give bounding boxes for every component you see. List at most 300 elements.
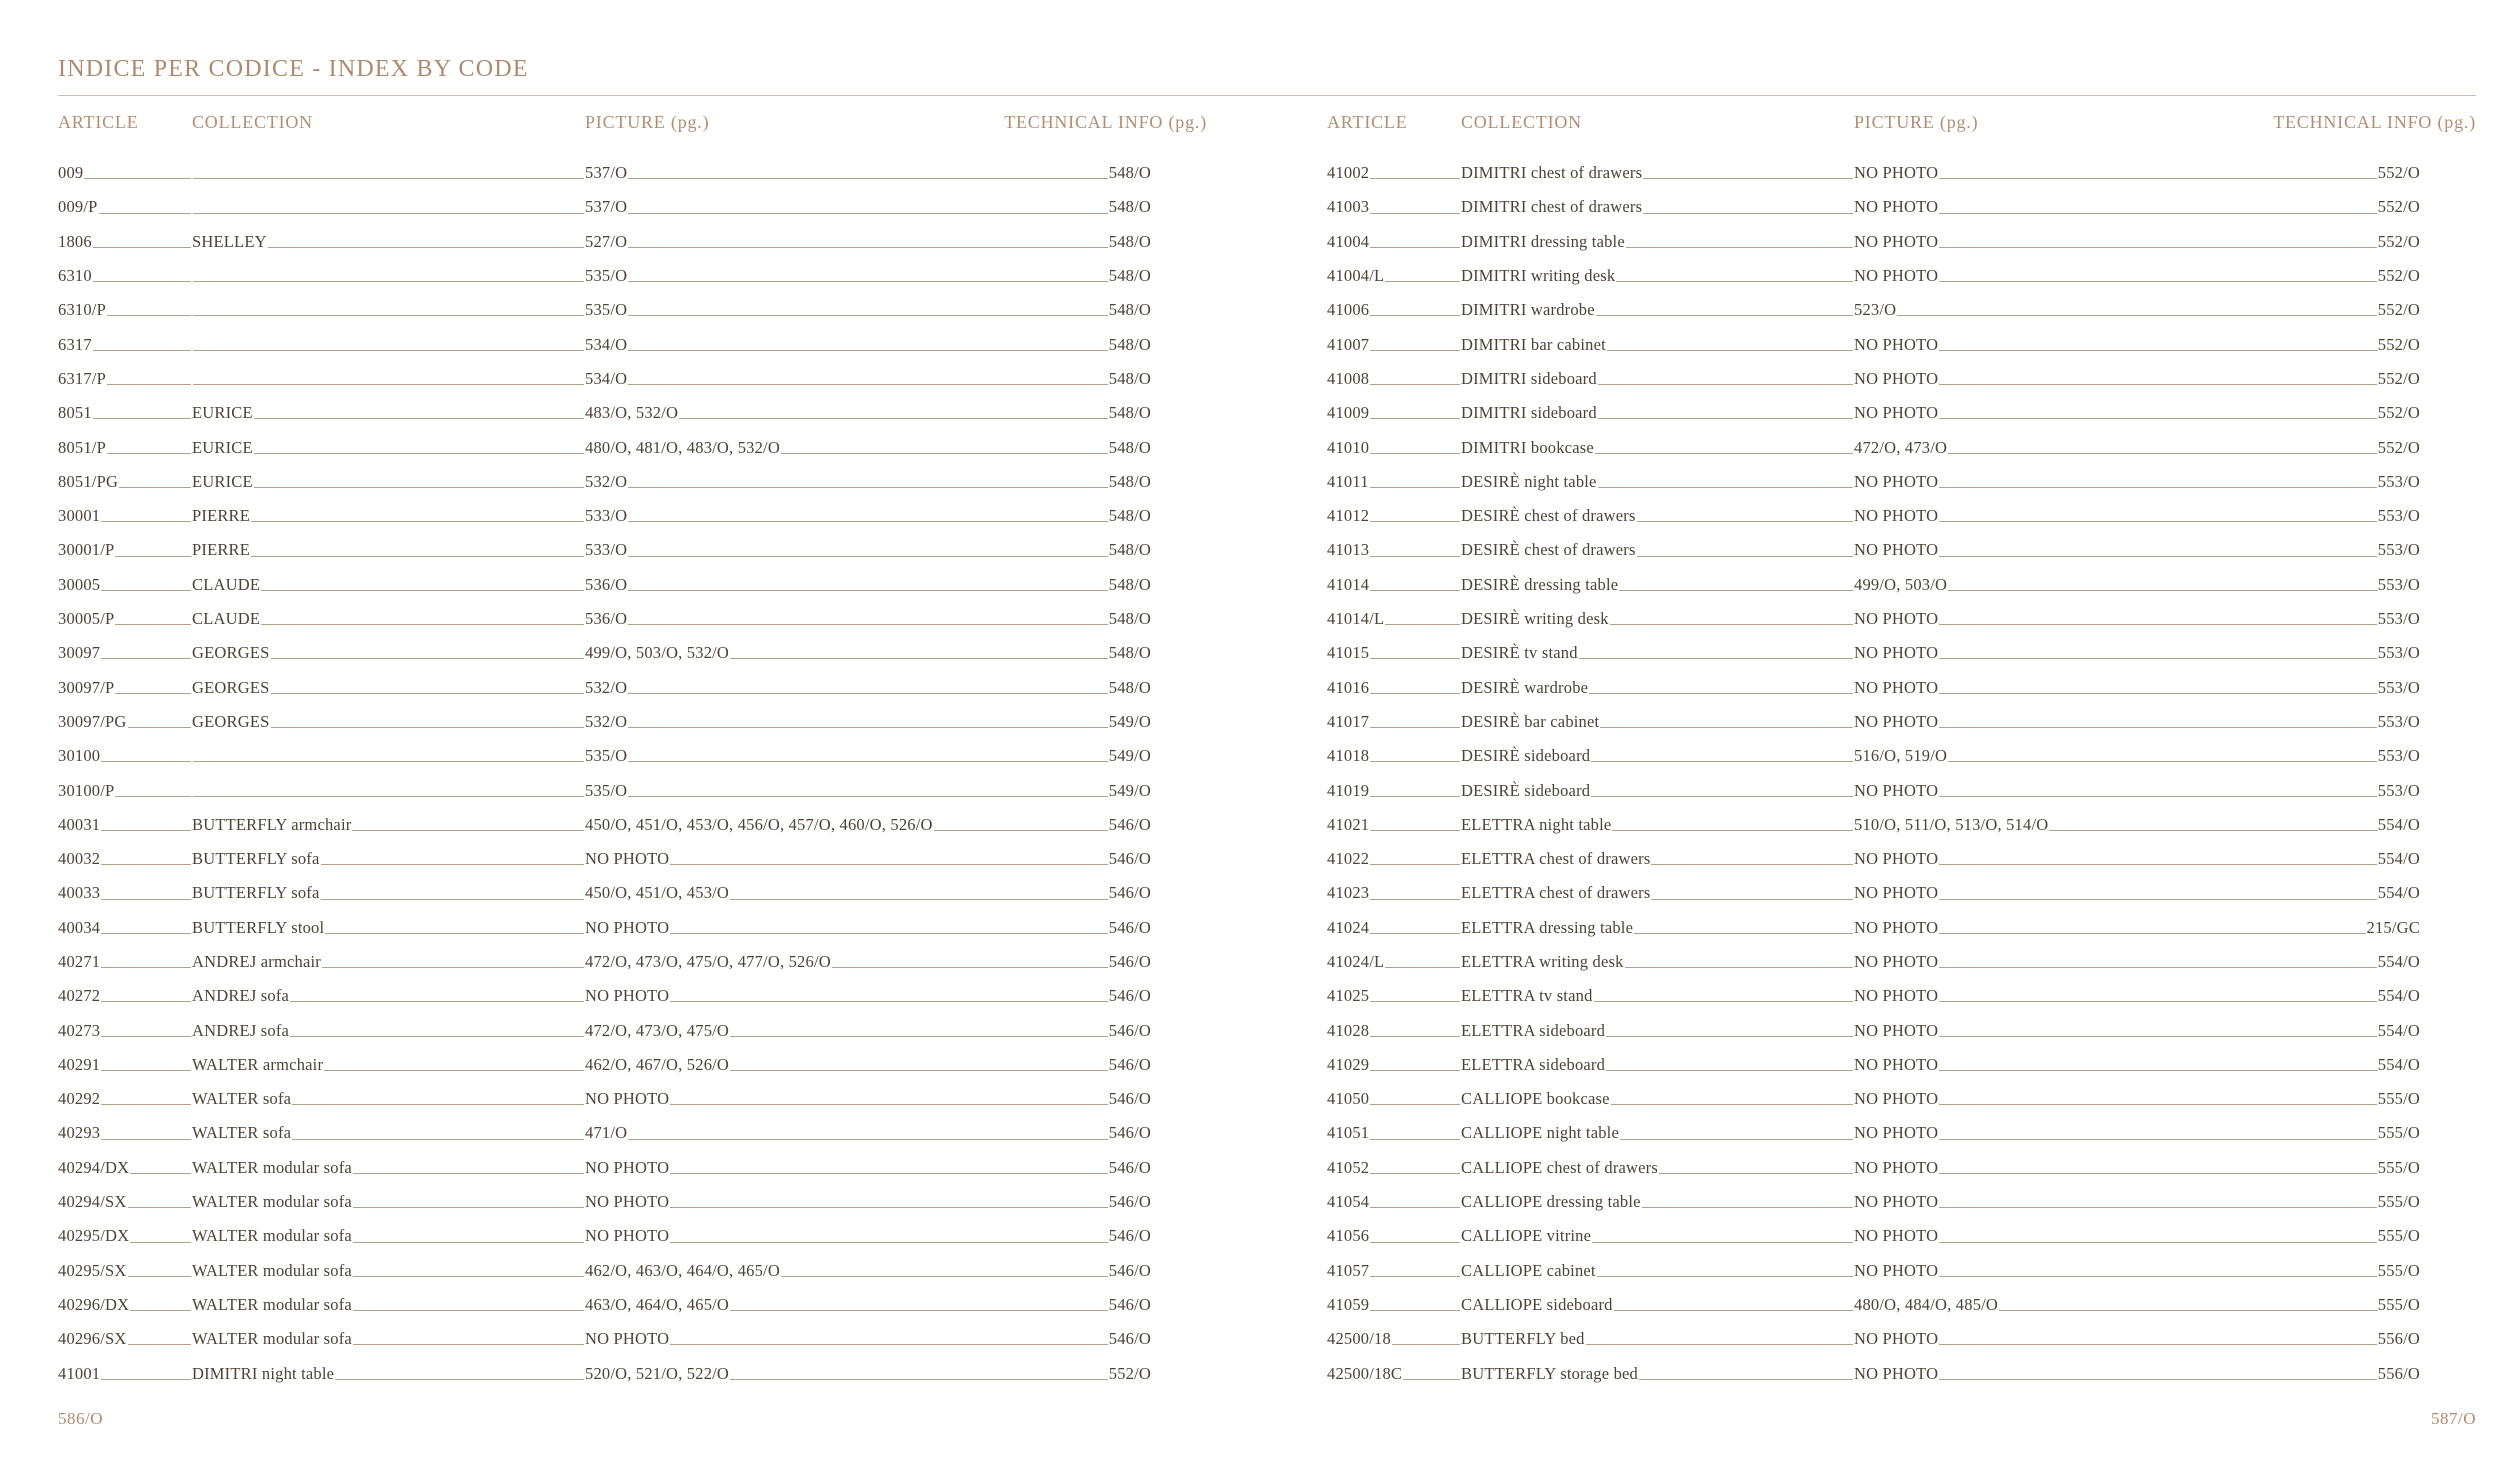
picture-text: 534/O <box>585 368 628 388</box>
dotted-leader <box>101 761 191 762</box>
left-page <box>58 112 1207 1429</box>
collection-text: GEORGES <box>192 643 270 663</box>
dotted-leader <box>1614 1310 1853 1311</box>
article-cell <box>1327 1330 1461 1348</box>
article-text: 41019 <box>1327 780 1370 800</box>
dotted-leader <box>730 1310 1108 1311</box>
tech-text: 548/O <box>1108 540 1151 560</box>
dotted-leader <box>1370 1036 1460 1037</box>
tech-text: 552/O <box>2377 437 2420 457</box>
tech-cell <box>2378 816 2420 834</box>
index-row <box>1327 1143 2420 1177</box>
tech-text: 546/O <box>1108 1226 1151 1246</box>
picture-text: NO PHOTO <box>1854 1054 1939 1074</box>
picture-text: 537/O <box>585 163 628 183</box>
picture-text: 516/O, 519/O <box>1854 746 1948 766</box>
collection-text: ELETTRA writing desk <box>1461 951 1624 971</box>
article-text: 41002 <box>1327 163 1370 183</box>
dotted-leader <box>1939 658 2376 659</box>
tech-cell <box>1109 1296 1151 1314</box>
collection-text: DESIRÈ wardrobe <box>1461 677 1589 697</box>
index-row <box>1327 182 2420 216</box>
dotted-leader <box>781 1276 1108 1277</box>
index-row <box>1327 628 2420 662</box>
collection-text: WALTER modular sofa <box>192 1226 352 1246</box>
index-rows-right <box>1327 148 2476 1383</box>
tech-cell <box>1109 1193 1151 1211</box>
picture-text: NO PHOTO <box>1854 711 1939 731</box>
collection-text: WALTER modular sofa <box>192 1260 352 1280</box>
collection-cell <box>1461 1193 1854 1211</box>
tech-text: 215/GC <box>2366 917 2420 937</box>
article-text: 40296/SX <box>58 1329 127 1349</box>
dotted-leader <box>115 693 191 694</box>
article-cell <box>58 198 192 216</box>
tech-cell <box>1109 1056 1151 1074</box>
tech-cell <box>2378 1296 2420 1314</box>
collection-cell <box>1461 850 1854 868</box>
pages-container <box>58 112 2476 1429</box>
dotted-leader <box>101 1104 191 1105</box>
tech-text: 552/O <box>2377 334 2420 354</box>
article-cell <box>58 1056 192 1074</box>
dotted-leader <box>628 693 1108 694</box>
dotted-leader <box>1579 658 1853 659</box>
dotted-leader <box>271 693 585 694</box>
tech-cell <box>1109 1227 1151 1245</box>
article-text: 41010 <box>1327 437 1370 457</box>
tech-text: 552/O <box>2377 163 2420 183</box>
picture-cell <box>585 1330 1109 1348</box>
picture-cell <box>1854 267 2378 285</box>
collection-text: PIERRE <box>192 540 251 560</box>
dotted-leader <box>101 830 191 831</box>
picture-cell <box>585 370 1109 388</box>
collection-cell <box>192 404 585 422</box>
article-text: 6317/P <box>58 368 106 388</box>
dotted-leader <box>1370 1070 1460 1071</box>
tech-cell <box>2378 404 2420 422</box>
tech-cell <box>2378 267 2420 285</box>
article-text: 30005 <box>58 574 101 594</box>
tech-cell <box>2378 850 2420 868</box>
tech-cell <box>2378 1022 2420 1040</box>
index-row <box>58 388 1151 422</box>
article-cell <box>1327 747 1461 765</box>
index-row <box>58 251 1151 285</box>
dotted-leader <box>628 213 1108 214</box>
dotted-leader <box>1370 521 1460 522</box>
index-row <box>1327 765 2420 799</box>
dotted-leader <box>670 933 1107 934</box>
collection-cell <box>1461 541 1854 559</box>
dotted-leader <box>1370 247 1460 248</box>
dotted-leader <box>1370 658 1460 659</box>
tech-text: 548/O <box>1108 609 1151 629</box>
collection-text: BUTTERFLY sofa <box>192 883 320 903</box>
article-cell <box>1327 233 1461 251</box>
picture-cell <box>585 1022 1109 1040</box>
collection-text: DIMITRI sideboard <box>1461 403 1597 423</box>
collection-cell <box>192 1022 585 1040</box>
dotted-leader <box>115 624 191 625</box>
index-row <box>1327 1211 2420 1245</box>
index-row <box>1327 1280 2420 1314</box>
tech-text: 548/O <box>1108 197 1151 217</box>
dotted-leader <box>101 1139 191 1140</box>
picture-text: NO PHOTO <box>1854 951 1939 971</box>
tech-text: 546/O <box>1108 814 1151 834</box>
article-text: 8051/PG <box>58 471 119 491</box>
tech-text: 546/O <box>1108 1089 1151 1109</box>
index-rows-left <box>58 148 1207 1383</box>
dotted-leader <box>1370 796 1460 797</box>
dotted-leader <box>290 1036 584 1037</box>
article-text: 41012 <box>1327 506 1370 526</box>
tech-text: 555/O <box>2377 1226 2420 1246</box>
collection-cell <box>192 576 585 594</box>
article-text: 41054 <box>1327 1192 1370 1212</box>
dotted-leader <box>1606 1070 1853 1071</box>
tech-cell <box>1109 610 1151 628</box>
dotted-leader <box>1598 418 1853 419</box>
index-row <box>1327 800 2420 834</box>
tech-text: 548/O <box>1108 471 1151 491</box>
tech-text: 546/O <box>1108 917 1151 937</box>
picture-text: NO PHOTO <box>585 1089 670 1109</box>
dotted-leader <box>261 624 584 625</box>
collection-cell <box>192 816 585 834</box>
article-text: 8051 <box>58 403 92 423</box>
dotted-leader <box>321 899 585 900</box>
dotted-leader <box>1939 556 2376 557</box>
article-text: 30097/P <box>58 677 115 697</box>
tech-cell <box>1109 1330 1151 1348</box>
picture-text: 499/O, 503/O, 532/O <box>585 643 730 663</box>
index-row <box>58 800 1151 834</box>
collection-cell <box>192 350 585 354</box>
collection-cell <box>1461 473 1854 491</box>
collection-cell <box>192 850 585 868</box>
tech-cell <box>2378 1227 2420 1245</box>
tech-cell <box>1109 850 1151 868</box>
index-row <box>1327 388 2420 422</box>
dotted-leader <box>1939 213 2376 214</box>
dotted-leader <box>1597 1276 1853 1277</box>
dotted-leader <box>1651 864 1853 865</box>
dotted-leader <box>1939 933 2365 934</box>
collection-text: BUTTERFLY sofa <box>192 849 320 869</box>
article-text: 41014 <box>1327 574 1370 594</box>
dotted-leader <box>1939 693 2376 694</box>
picture-text: 533/O <box>585 506 628 526</box>
collection-text: DESIRÈ bar cabinet <box>1461 711 1600 731</box>
tech-text: 555/O <box>2377 1157 2420 1177</box>
article-text: 41016 <box>1327 677 1370 697</box>
dotted-leader <box>1939 521 2376 522</box>
article-cell <box>58 1159 192 1177</box>
dotted-leader <box>1591 796 1853 797</box>
dotted-leader <box>254 418 584 419</box>
picture-text: NO PHOTO <box>1854 1020 1939 1040</box>
article-cell <box>1327 679 1461 697</box>
index-row <box>1327 1108 2420 1142</box>
picture-cell <box>1854 713 2378 731</box>
index-row <box>58 1143 1151 1177</box>
index-row <box>58 1348 1151 1382</box>
index-row <box>1327 1177 2420 1211</box>
picture-cell <box>585 164 1109 182</box>
dotted-leader <box>1370 693 1460 694</box>
tech-text: 548/O <box>1108 163 1151 183</box>
index-row <box>1327 251 2420 285</box>
dotted-leader <box>1370 1276 1460 1277</box>
dotted-leader <box>628 521 1108 522</box>
collection-cell <box>192 1090 585 1108</box>
collection-text: ANDREJ sofa <box>192 986 290 1006</box>
dotted-leader <box>251 521 584 522</box>
picture-text: NO PHOTO <box>1854 1260 1939 1280</box>
tech-cell <box>1109 370 1151 388</box>
header-collection: COLLECTION <box>192 112 313 132</box>
picture-cell <box>585 576 1109 594</box>
index-row <box>58 491 1151 525</box>
tech-cell <box>2378 439 2420 457</box>
tech-cell <box>1109 336 1151 354</box>
picture-cell <box>1854 1365 2378 1383</box>
index-row <box>1327 903 2420 937</box>
tech-cell <box>2378 1193 2420 1211</box>
article-text: 42500/18C <box>1327 1363 1403 1383</box>
dotted-leader <box>1948 590 2377 591</box>
collection-text: WALTER modular sofa <box>192 1329 352 1349</box>
picture-text: NO PHOTO <box>1854 506 1939 526</box>
collection-cell <box>1461 336 1854 354</box>
tech-text: 553/O <box>2377 746 2420 766</box>
article-cell <box>1327 884 1461 902</box>
dotted-leader <box>1939 796 2376 797</box>
article-text: 40273 <box>58 1020 101 1040</box>
article-cell <box>1327 576 1461 594</box>
article-text: 41052 <box>1327 1157 1370 1177</box>
picture-cell <box>1854 301 2378 319</box>
header-picture: PICTURE (pg.) <box>585 112 710 132</box>
dotted-leader <box>1370 1001 1460 1002</box>
dotted-leader <box>628 178 1108 179</box>
dotted-leader <box>290 1001 584 1002</box>
collection-cell <box>192 507 585 525</box>
picture-text: 463/O, 464/O, 465/O <box>585 1294 730 1314</box>
dotted-leader <box>292 1139 584 1140</box>
article-cell <box>1327 404 1461 422</box>
dotted-leader <box>130 1173 191 1174</box>
dotted-leader <box>670 1344 1107 1345</box>
picture-cell <box>585 987 1109 1005</box>
tech-cell <box>1109 164 1151 182</box>
picture-cell <box>1854 644 2378 662</box>
tech-text: 555/O <box>2377 1260 2420 1280</box>
article-cell <box>1327 439 1461 457</box>
collection-cell <box>1461 370 1854 388</box>
picture-cell <box>585 884 1109 902</box>
dotted-leader <box>670 1001 1107 1002</box>
picture-cell <box>1854 1124 2378 1142</box>
picture-cell <box>585 1056 1109 1074</box>
picture-cell <box>1854 953 2378 971</box>
article-text: 41008 <box>1327 368 1370 388</box>
article-text: 30097 <box>58 643 101 663</box>
picture-text: 450/O, 451/O, 453/O <box>585 883 730 903</box>
dotted-leader <box>628 281 1108 282</box>
article-text: 41021 <box>1327 814 1370 834</box>
tech-cell <box>1109 816 1151 834</box>
dotted-leader <box>93 350 191 351</box>
collection-cell <box>192 1365 585 1383</box>
picture-text: 499/O, 503/O <box>1854 574 1948 594</box>
header-technical: TECHNICAL INFO (pg.) <box>1004 112 1207 132</box>
tech-cell <box>2378 336 2420 354</box>
picture-cell <box>585 610 1109 628</box>
dotted-leader <box>1939 1379 2376 1380</box>
dotted-leader <box>1939 1207 2376 1208</box>
dotted-leader <box>1596 315 1853 316</box>
dotted-leader <box>1370 418 1460 419</box>
collection-cell <box>1461 1022 1854 1040</box>
tech-text: 546/O <box>1108 986 1151 1006</box>
collection-cell <box>192 713 585 731</box>
dotted-leader <box>1385 624 1460 625</box>
article-text: 40295/DX <box>58 1226 130 1246</box>
dotted-leader <box>271 658 585 659</box>
tech-cell <box>2378 576 2420 594</box>
dotted-leader <box>93 281 191 282</box>
dotted-leader <box>1643 178 1853 179</box>
collection-cell <box>192 796 585 800</box>
dotted-leader <box>1370 864 1460 865</box>
article-cell <box>58 610 192 628</box>
picture-cell <box>585 439 1109 457</box>
article-cell <box>1327 850 1461 868</box>
index-row <box>58 525 1151 559</box>
picture-cell <box>585 1193 1109 1211</box>
collection-cell <box>192 1296 585 1314</box>
article-text: 30001 <box>58 506 101 526</box>
dotted-leader <box>1619 590 1853 591</box>
tech-text: 555/O <box>2377 1294 2420 1314</box>
collection-cell <box>1461 1365 1854 1383</box>
dotted-leader <box>325 933 584 934</box>
dotted-leader <box>730 899 1108 900</box>
tech-cell <box>2378 747 2420 765</box>
dotted-leader <box>193 315 584 316</box>
picture-cell <box>585 747 1109 765</box>
dotted-leader <box>128 727 191 728</box>
picture-cell <box>585 541 1109 559</box>
collection-cell <box>192 679 585 697</box>
dotted-leader <box>1637 556 1853 557</box>
picture-text: NO PHOTO <box>585 1192 670 1212</box>
article-cell <box>1327 301 1461 319</box>
collection-cell <box>1461 404 1854 422</box>
picture-text: NO PHOTO <box>1854 1226 1939 1246</box>
collection-cell <box>1461 164 1854 182</box>
dotted-leader <box>1370 1242 1460 1243</box>
dotted-leader <box>107 315 191 316</box>
tech-text: 546/O <box>1108 1260 1151 1280</box>
collection-cell <box>1461 198 1854 216</box>
tech-text: 549/O <box>1108 746 1151 766</box>
dotted-leader <box>115 556 191 557</box>
picture-text: NO PHOTO <box>585 1226 670 1246</box>
article-text: 40031 <box>58 814 101 834</box>
collection-cell <box>1461 1090 1854 1108</box>
index-row <box>1327 217 2420 251</box>
dotted-leader <box>679 418 1108 419</box>
article-cell <box>58 919 192 937</box>
picture-text: 536/O <box>585 609 628 629</box>
picture-text: 537/O <box>585 197 628 217</box>
collection-cell <box>192 233 585 251</box>
tech-cell <box>2378 1262 2420 1280</box>
collection-text: DESIRÈ sideboard <box>1461 780 1591 800</box>
picture-text: 480/O, 484/O, 485/O <box>1854 1294 1999 1314</box>
dotted-leader <box>1939 281 2376 282</box>
collection-text: DESIRÈ night table <box>1461 471 1597 491</box>
index-row <box>58 1280 1151 1314</box>
dotted-leader <box>128 1276 191 1277</box>
dotted-leader <box>1370 487 1460 488</box>
dotted-leader <box>1370 727 1460 728</box>
index-row <box>58 971 1151 1005</box>
picture-cell <box>585 644 1109 662</box>
index-row <box>1327 1246 2420 1280</box>
tech-cell <box>1109 953 1151 971</box>
picture-text: NO PHOTO <box>1854 1363 1939 1383</box>
collection-cell <box>1461 1124 1854 1142</box>
collection-cell <box>1461 1262 1854 1280</box>
article-text: 40294/DX <box>58 1157 130 1177</box>
dotted-leader <box>101 1070 191 1071</box>
index-row <box>1327 354 2420 388</box>
article-cell <box>1327 782 1461 800</box>
collection-cell <box>1461 747 1854 765</box>
article-text: 40292 <box>58 1089 101 1109</box>
tech-text: 548/O <box>1108 437 1151 457</box>
dotted-leader <box>1634 933 1853 934</box>
collection-cell <box>192 178 585 182</box>
collection-cell <box>1461 301 1854 319</box>
tech-text: 553/O <box>2377 540 2420 560</box>
index-row <box>58 697 1151 731</box>
article-cell <box>58 884 192 902</box>
collection-cell <box>1461 713 1854 731</box>
collection-text: EURICE <box>192 437 253 457</box>
dotted-leader <box>101 1001 191 1002</box>
title-rule <box>58 95 2476 96</box>
tech-text: 546/O <box>1108 883 1151 903</box>
dotted-leader <box>1370 213 1460 214</box>
dotted-leader <box>101 899 191 900</box>
picture-cell <box>1854 473 2378 491</box>
index-row <box>58 217 1151 251</box>
picture-text: 520/O, 521/O, 522/O <box>585 1363 730 1383</box>
tech-text: 549/O <box>1108 711 1151 731</box>
tech-text: 554/O <box>2377 1054 2420 1074</box>
picture-cell <box>1854 919 2367 937</box>
picture-text: 483/O, 532/O <box>585 403 679 423</box>
tech-cell <box>1109 233 1151 251</box>
index-row <box>1327 868 2420 902</box>
